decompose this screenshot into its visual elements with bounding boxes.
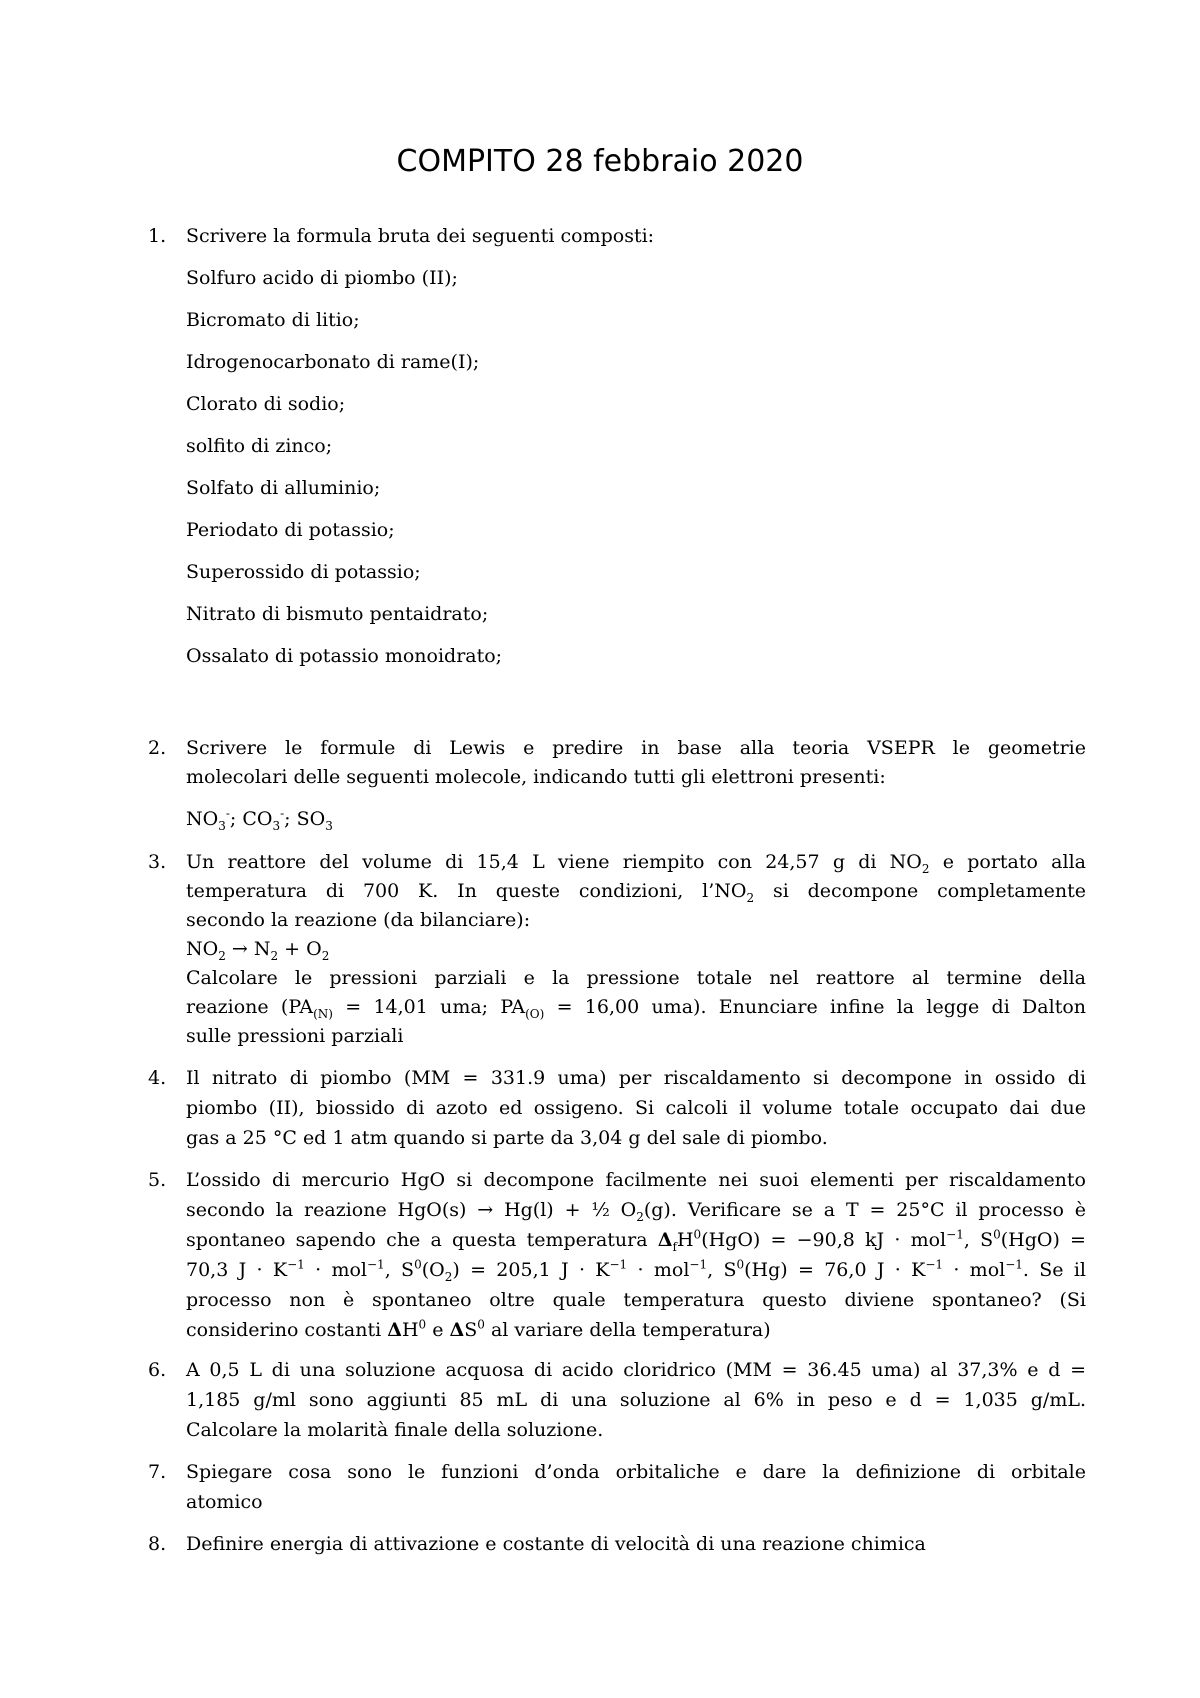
question-2-line: Scrivere le formule di Lewis e predire in base alla teoria VSEPR le geometrie xyxy=(186,737,1086,759)
molecule-text: NO xyxy=(186,808,219,830)
text-run: · mol xyxy=(627,1259,690,1281)
delta-symbol: Δ xyxy=(449,1319,465,1341)
subscript: (N) xyxy=(313,1006,333,1021)
superscript: −1 xyxy=(367,1257,385,1272)
subscript: 3 xyxy=(218,818,226,833)
superscript: −1 xyxy=(946,1227,964,1242)
superscript: 0 xyxy=(693,1227,702,1242)
compound-item: Solfato di alluminio; xyxy=(186,477,381,499)
compound-item: solfito di zinco; xyxy=(186,435,333,457)
subscript: 3 xyxy=(272,818,281,833)
subscript: 2 xyxy=(218,948,226,963)
text-run: secondo la reazione HgO(s) → Hg(l) + ½ O xyxy=(186,1199,637,1221)
superscript: 0 xyxy=(736,1257,745,1272)
text-run: (HgO) = −90,8 kJ · mol xyxy=(701,1229,947,1251)
compound-item: Bicromato di litio; xyxy=(186,309,360,331)
question-6-line: A 0,5 L di una soluzione acquosa di acido cloridrico (MM = 36.45 uma) al 37,3% e d = xyxy=(186,1359,1086,1381)
question-5-line: L’ossido di mercurio HgO si decompone facilmente nei suoi elementi per riscaldamento xyxy=(186,1169,1086,1191)
question-5-line xyxy=(186,1226,1086,1255)
text-run: → N xyxy=(225,938,271,960)
text-run: e xyxy=(426,1319,450,1341)
superscript: - xyxy=(280,806,285,821)
question-7-line: Spiegare cosa sono le funzioni d’onda orbitaliche e dare la definizione di orbitale xyxy=(186,1461,1086,1483)
compound-item: Ossalato di potassio monoidrato; xyxy=(186,645,503,667)
question-3-line: secondo la reazione (da bilanciare): xyxy=(186,909,531,931)
text-run: (HgO) = xyxy=(1000,1229,1086,1251)
superscript: 0 xyxy=(414,1257,422,1272)
question-3-line: Calcolare le pressioni parziali e la pressione totale nel reattore al termine della xyxy=(186,967,1086,989)
question-3-line: sulle pressioni parziali xyxy=(186,1025,404,1047)
question-4-line: gas a 25 °C ed 1 atm quando si parte da 3,04 g del sale di piombo. xyxy=(186,1127,828,1149)
superscript: 0 xyxy=(477,1317,485,1332)
question-8-number: 8. xyxy=(148,1533,167,1555)
compound-item: Clorato di sodio; xyxy=(186,393,346,415)
compound-item: Periodato di potassio; xyxy=(186,519,395,541)
superscript: −1 xyxy=(609,1257,628,1272)
question-1-intro: Scrivere la formula bruta dei seguenti composti: xyxy=(186,225,655,247)
text-run: + O xyxy=(278,938,322,960)
page-title: COMPITO 28 febbraio 2020 xyxy=(396,144,804,179)
delta-symbol: Δ xyxy=(657,1229,673,1251)
question-8-line: Definire energia di attivazione e costante di velocità di una reazione chimica xyxy=(186,1533,926,1555)
text-run: (g). Verificare se a T = 25°C il processo è xyxy=(643,1199,1086,1221)
text-run: NO xyxy=(186,938,219,960)
text-run: si decompone completamente xyxy=(754,880,1086,902)
question-3-line xyxy=(186,848,1086,877)
text-run: , S xyxy=(384,1259,415,1281)
text-run: · mol xyxy=(943,1259,1006,1281)
text-run: e portato alla xyxy=(929,851,1086,873)
compound-item: Superossido di potassio; xyxy=(186,561,421,583)
question-4-line: Il nitrato di piombo (MM = 331.9 uma) per riscaldamento si decompone in ossido di xyxy=(186,1067,1086,1089)
molecule-text: ; CO xyxy=(229,808,273,830)
text-run: H xyxy=(401,1319,419,1341)
compound-item: Nitrato di bismuto pentaidrato; xyxy=(186,603,489,625)
subscript: 3 xyxy=(325,818,333,833)
question-5-line xyxy=(186,1256,1086,1285)
question-1-number: 1. xyxy=(148,225,167,247)
text-run: S xyxy=(464,1319,478,1341)
text-run: , S xyxy=(963,1229,994,1251)
question-3-line xyxy=(186,877,1086,906)
text-run: , S xyxy=(707,1259,737,1281)
text-run: = 16,00 uma). Enunciare infine la legge di Dalton xyxy=(544,996,1087,1018)
molecule-text: ; SO xyxy=(284,808,326,830)
text-run: . Se il xyxy=(1022,1259,1086,1281)
question-6-line: Calcolare la molarità finale della soluzione. xyxy=(186,1419,604,1441)
superscript: −1 xyxy=(1005,1257,1023,1272)
question-2-molecules xyxy=(186,805,333,834)
question-3-number: 3. xyxy=(148,851,167,873)
question-5-line: processo non è spontaneo oltre quale temperatura questo diviene spontaneo? (Si xyxy=(186,1289,1086,1311)
text-run: (O xyxy=(421,1259,445,1281)
superscript: −1 xyxy=(925,1257,944,1272)
text-run: considerino costanti xyxy=(186,1319,388,1341)
text-run: H xyxy=(676,1229,694,1251)
question-6-line: 1,185 g/ml sono aggiunti 85 mL di una soluzione al 6% in peso e d = 1,035 g/mL. xyxy=(186,1389,1086,1411)
text-run: (Hg) = 76,0 J · K xyxy=(744,1259,926,1281)
question-5-line xyxy=(186,1196,1086,1225)
question-2-line: molecolari delle seguenti molecole, indicando tutti gli elettroni presenti: xyxy=(186,766,886,788)
question-4-number: 4. xyxy=(148,1067,167,1089)
subscript: (O) xyxy=(525,1006,545,1021)
question-7-number: 7. xyxy=(148,1461,167,1483)
question-3-equation xyxy=(186,935,329,964)
superscript: 0 xyxy=(993,1227,1001,1242)
superscript: −1 xyxy=(287,1257,305,1272)
text-run: reazione (PA xyxy=(186,996,314,1018)
subscript: 2 xyxy=(444,1269,453,1284)
compound-item: Idrogenocarbonato di rame(I); xyxy=(186,351,480,373)
subscript: 2 xyxy=(921,861,930,876)
subscript: f xyxy=(672,1239,677,1254)
text-run: Un reattore del volume di 15,4 L viene riempito con 24,57 g di NO xyxy=(186,851,922,873)
question-2-number: 2. xyxy=(148,737,167,759)
text-run: al variare della temperatura) xyxy=(484,1319,771,1341)
text-run: = 14,01 uma; PA xyxy=(332,996,526,1018)
text-run: · mol xyxy=(304,1259,367,1281)
text-run: ) = 205,1 J · K xyxy=(452,1259,610,1281)
text-run: spontaneo sapendo che a questa temperatura xyxy=(186,1229,658,1251)
text-run: 70,3 J · K xyxy=(186,1259,288,1281)
superscript: −1 xyxy=(689,1257,708,1272)
question-7-line: atomico xyxy=(186,1491,263,1513)
subscript: 2 xyxy=(270,948,279,963)
question-4-line: piombo (II), biossido di azoto ed ossigeno. Si calcoli il volume totale occupato dai due xyxy=(186,1097,1086,1119)
subscript: 2 xyxy=(636,1209,644,1224)
subscript: 2 xyxy=(746,890,755,905)
question-3-line xyxy=(186,993,1086,1022)
text-run: temperatura di 700 K. In queste condizioni, l’NO xyxy=(186,880,747,902)
question-5-number: 5. xyxy=(148,1169,167,1191)
subscript: 2 xyxy=(321,948,330,963)
compound-item: Solfuro acido di piombo (II); xyxy=(186,267,458,289)
superscript: - xyxy=(225,806,230,821)
delta-symbol: Δ xyxy=(387,1319,402,1341)
superscript: 0 xyxy=(418,1317,427,1332)
question-5-line xyxy=(186,1316,771,1345)
question-6-number: 6. xyxy=(148,1359,167,1381)
